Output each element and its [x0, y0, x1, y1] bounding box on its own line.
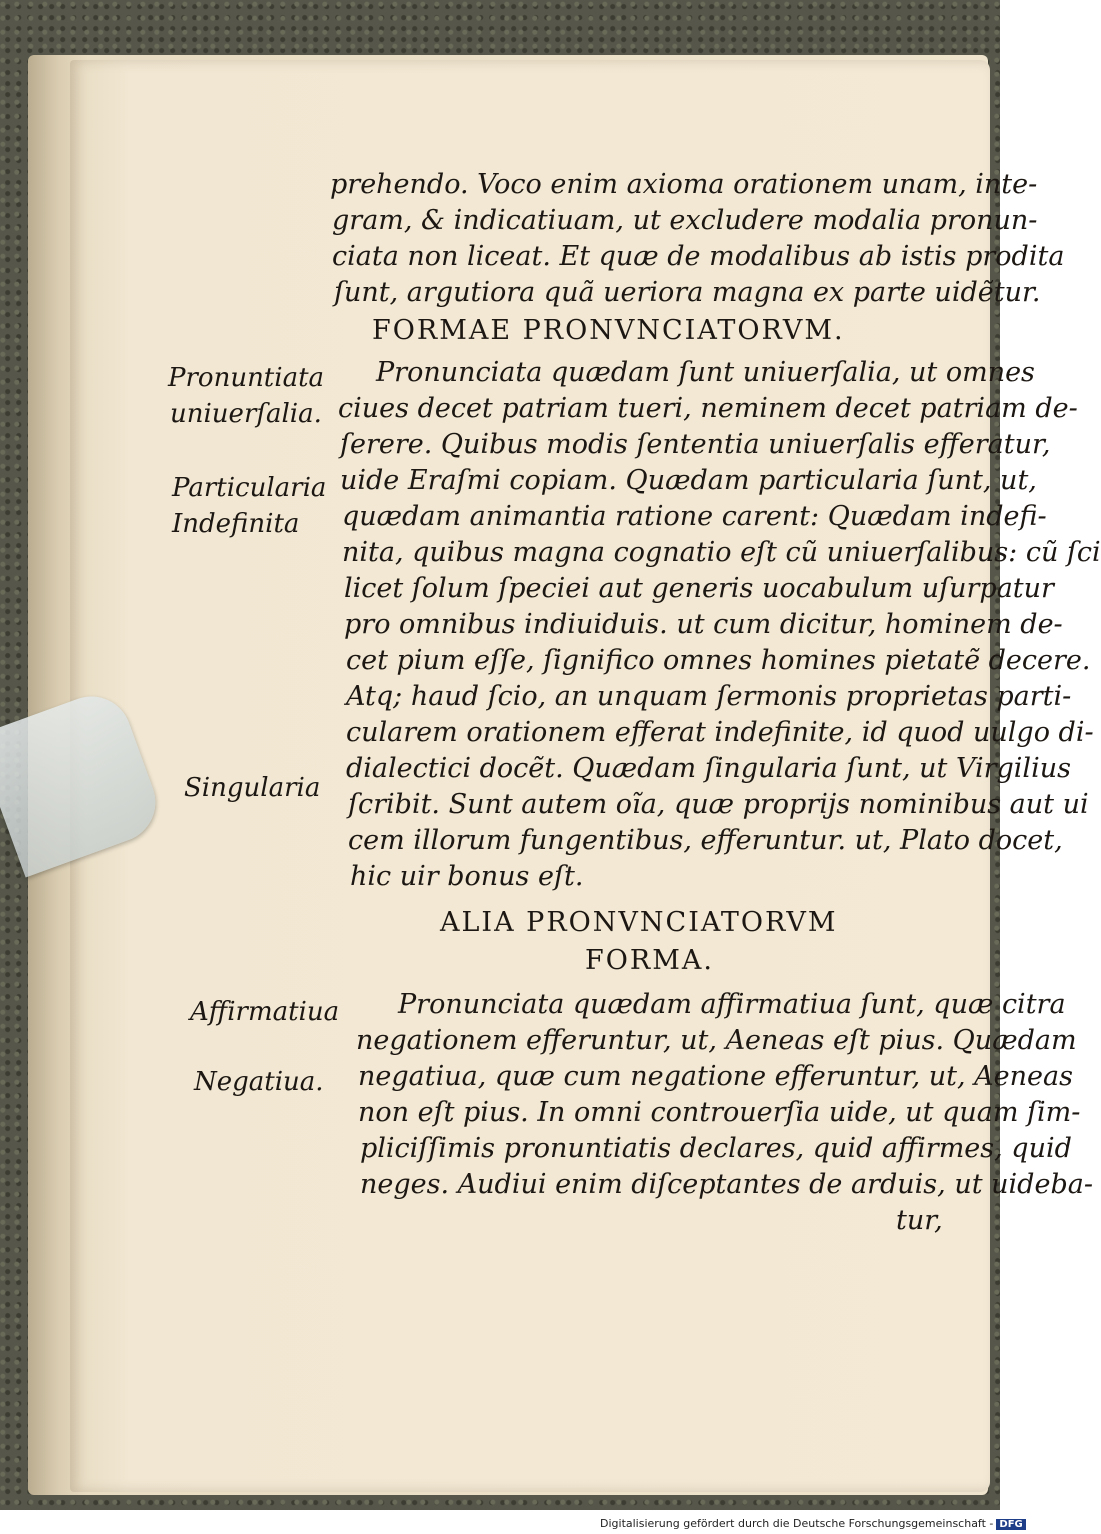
text-line: dialectici docẽt. Quædam ſingularia ſunt, ut Virgilius	[346, 753, 1071, 784]
text-line: ſerere. Quibus modis ſententia uniuerſalis efferatur,	[340, 429, 1051, 460]
margin-note: Indefinita	[172, 509, 300, 539]
text-line: Atq; haud ſcio, an unquam ſermonis proprietas parti-	[346, 681, 1072, 712]
section-heading: ALIA PRONVNCIATORVM	[440, 907, 838, 938]
text-line: ciata non liceat. Et quæ de modalibus ab istis prodita	[332, 241, 1065, 272]
text-line: gram, & indicatiuam, ut excludere modalia pronun-	[332, 205, 1038, 236]
text-line: cularem orationem efferat indefinite, id quod uulgo di-	[346, 717, 1094, 748]
text-line: cem illorum fungentibus, efferuntur. ut, Plato docet,	[348, 825, 1063, 856]
text-line: prehendo. Voco enim axioma orationem unam, inte-	[330, 169, 1038, 200]
section-heading: FORMA.	[585, 945, 714, 976]
dfg-logo: DFG	[996, 1519, 1025, 1530]
text-line: uide Eraſmi copiam. Quædam particularia ſunt, ut,	[340, 465, 1037, 496]
margin-note: Affirmatiua	[190, 997, 340, 1027]
text-line: Pronunciata quædam affirmatiua ſunt, quæ citra	[398, 989, 1066, 1020]
text-line: ciues decet patriam tueri, neminem decet patriam de-	[338, 393, 1078, 424]
margin-note: Particularia	[172, 473, 327, 503]
text-line: negatiua, quæ cum negatione efferuntur, ut, Aeneas	[358, 1061, 1073, 1092]
text-line: cet pium eſſe, ſignifico omnes homines pietatẽ decere.	[346, 645, 1091, 676]
text-line: ſcribit. Sunt autem oĩa, quæ proprijs nominibus aut ui	[348, 789, 1089, 820]
text-line: hic uir bonus eſt.	[350, 861, 584, 892]
text-line: licet ſolum ſpeciei aut generis uocabulum uſurpatur	[344, 573, 1054, 604]
text-line: neges. Audiui enim diſceptantes de arduis, ut uideba-	[360, 1169, 1093, 1200]
margin-note: Singularia	[184, 773, 321, 803]
text-line: ſunt, argutiora quã ueriora magna ex parte uidẽtur.	[334, 277, 1041, 308]
text-line: Pronunciata quædam ſunt uniuerſalia, ut omnes	[376, 357, 1035, 388]
margin-note: Negatiua.	[194, 1067, 324, 1097]
text-line: nita, quibus magna cognatio eſt cũ uniuerſalibus: cũ ſci	[342, 537, 1101, 568]
section-heading: FORMAE PRONVNCIATORVM.	[372, 315, 845, 346]
margin-note: Pronuntiata	[168, 363, 325, 393]
credit-text: Digitalisierung gefördert durch die Deutsche Forschungsgemeinschaft -	[600, 1517, 994, 1530]
text-line: pro omnibus indiuiduis. ut cum dicitur, hominem de-	[344, 609, 1063, 640]
text-line: negationem efferuntur, ut, Aeneas eſt pius. Quædam	[356, 1025, 1077, 1056]
text-line: pliciſſimis pronuntiatis declares, quid affirmes, quid	[360, 1133, 1072, 1164]
text-line: non eſt pius. In omni controuerſia uide, ut quam ſim-	[358, 1097, 1081, 1128]
digitization-credit	[600, 1517, 1026, 1530]
text-line: quædam animantia ratione carent: Quædam indefi-	[342, 501, 1047, 532]
margin-note: uniuerſalia.	[170, 399, 322, 429]
catchword: tur,	[896, 1205, 943, 1236]
